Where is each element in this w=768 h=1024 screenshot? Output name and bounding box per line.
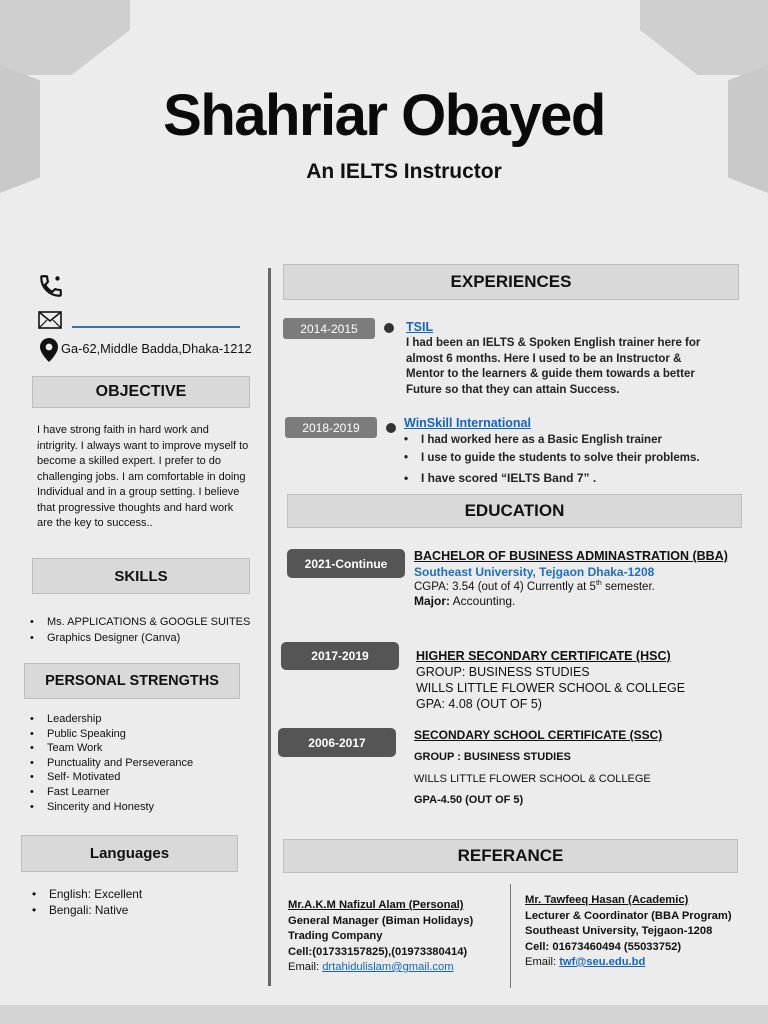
phone-icon	[38, 273, 64, 299]
gpa-text: GPA: 4.08 (OUT OF 5)	[416, 697, 542, 711]
reference-company: Southeast University, Tejgaon-1208	[525, 925, 713, 937]
list-item: • Bengali: Native	[24, 902, 254, 918]
education-entry-hsc	[416, 649, 736, 711]
degree-title: BACHELOR OF BUSINESS ADMINASTRATION (BBA)	[414, 549, 728, 563]
education-entry-bba	[414, 549, 744, 608]
objective-text: I have strong faith in hard work and intrigrity. I always want to improve myself to become a skilled expert. I prefer to do challenging jobs. I am comfortable in doing Individual and in a group setting. I believe that progressive thoughts and hard work are the key to success..	[37, 424, 249, 529]
languages-heading: Languages	[21, 835, 238, 872]
school-text: WILLS LITTLE FLOWER SCHOOL & COLLEGE	[416, 681, 686, 695]
timeline-dot	[384, 323, 394, 333]
column-divider	[268, 268, 271, 986]
list-item: • Leadership	[22, 712, 262, 727]
location-pin-icon	[40, 338, 58, 362]
experience-bullets	[396, 432, 736, 488]
reference-email-link[interactable]: twf@seu.edu.bd	[559, 956, 646, 968]
reference-personal	[288, 898, 504, 976]
list-item: • Ms. APPLICATIONS & GOOGLE SUITES	[22, 615, 262, 631]
objective-heading: OBJECTIVE	[32, 376, 250, 408]
reference-company: Trading Company	[288, 930, 383, 942]
company-name: WinSkill International	[404, 416, 531, 430]
reference-divider	[510, 884, 511, 988]
list-item: • Punctuality and Perseverance	[22, 756, 262, 771]
reference-email-line: Email: twf@seu.edu.bd	[525, 956, 646, 968]
reference-cell: Cell:(01733157825),(01973380414)	[288, 945, 468, 958]
strengths-list	[22, 712, 262, 814]
reference-cell: Cell: 01673460494 (55033752)	[525, 940, 682, 953]
corner-decoration-top-right	[640, 0, 768, 75]
skills-heading: SKILLS	[32, 558, 250, 594]
reference-email-line: Email: drtahidulislam@gmail.com	[288, 961, 454, 973]
strengths-heading: PERSONAL STRENGTHS	[24, 663, 240, 699]
reference-name: Mr.A.K.M Nafizul Alam (Personal)	[288, 899, 464, 911]
period-badge: 2021-Continue	[287, 549, 405, 578]
list-item: • Sincerity and Honesty	[22, 800, 262, 815]
period-badge: 2018-2019	[285, 417, 377, 438]
languages-list	[24, 886, 254, 918]
school-text: WILLS LITTLE FLOWER SCHOOL & COLLEGE	[414, 773, 651, 785]
group-text: GROUP: BUSINESS STUDIES	[416, 665, 590, 679]
period-badge: 2014-2015	[283, 318, 375, 339]
reference-email-link[interactable]: drtahidulislam@gmail.com	[322, 961, 454, 973]
education-entry-ssc	[414, 728, 734, 806]
list-item: • Self- Motivated	[22, 770, 262, 785]
reference-role: General Manager (Biman Holidays)	[288, 914, 474, 927]
applicant-name: Shahriar Obayed	[163, 83, 605, 148]
education-heading: EDUCATION	[287, 494, 742, 528]
reference-academic	[525, 893, 761, 971]
experiences-heading: EXPERIENCES	[283, 264, 739, 300]
group-text: GROUP : BUSINESS STUDIES	[414, 751, 571, 763]
corner-decoration-top-left	[0, 0, 130, 75]
bottom-strip	[0, 1005, 768, 1024]
list-item: • I use to guide the students to solve their problems.	[396, 450, 736, 468]
company-name: TSIL	[406, 320, 434, 334]
list-item: • Fast Learner	[22, 785, 262, 800]
list-item: • English: Excellent	[24, 886, 254, 902]
list-item: • Graphics Designer (Canva)	[22, 631, 262, 647]
reference-name: Mr. Tawfeeq Hasan (Academic)	[525, 894, 689, 906]
applicant-title: An IELTS Instructor	[306, 160, 502, 183]
list-item: • I have scored “IELTS Band 7” .	[396, 470, 736, 488]
list-item: • I had worked here as a Basic English trainer	[396, 432, 736, 450]
experience-description: I had been an IELTS & Spoken English trainer here for almost 6 months. Here I used to be an Instructor & Mentor to the learners & guide them towards a better Future so that they can attain Success.	[406, 337, 701, 396]
degree-title: SECONDARY SCHOOL CERTIFICATE (SSC)	[414, 728, 663, 742]
major-text: Major: Accounting.	[414, 593, 516, 608]
timeline-dot	[386, 423, 396, 433]
gpa-text: GPA-4.50 (OUT OF 5)	[414, 794, 524, 806]
cgpa-text: CGPA: 3.54 (out of 4) Currently at 5th semester.	[414, 580, 655, 593]
degree-title: HIGHER SECONDARY CERTIFICATE (HSC)	[416, 649, 671, 663]
list-item: • Team Work	[22, 741, 262, 756]
reference-heading: REFERANCE	[283, 839, 738, 873]
email-underline	[72, 326, 240, 328]
period-badge: 2006-2017	[278, 728, 396, 757]
list-item: • Public Speaking	[22, 727, 262, 742]
mail-icon	[38, 311, 62, 329]
address-text: Ga-62,Middle Badda,Dhaka-1212	[61, 341, 252, 356]
skills-list	[22, 615, 262, 646]
reference-role: Lecturer & Coordinator (BBA Program)	[525, 909, 732, 922]
period-badge: 2017-2019	[281, 642, 399, 670]
institution-name: Southeast University, Tejgaon Dhaka-1208	[414, 565, 655, 579]
